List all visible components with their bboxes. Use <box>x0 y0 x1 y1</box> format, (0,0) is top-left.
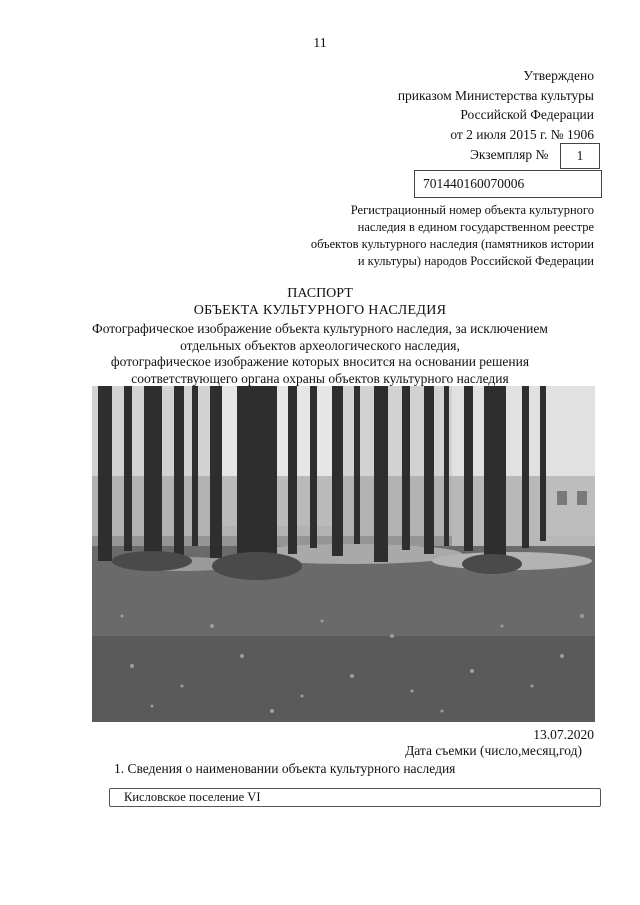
copy-label: Экземпляр № <box>470 147 549 162</box>
section-number: 1. <box>114 761 125 776</box>
subtitle-line: отдельных объектов археологического наследия, <box>180 337 460 353</box>
approval-line: приказом Министерства культуры <box>397 87 594 103</box>
distant-foliage <box>92 476 595 556</box>
object-heading: ОБЪЕКТА КУЛЬТУРНОГО НАСЛЕДИЯ <box>193 303 447 318</box>
subtitle-line: фотографическое изображение которых вносится на основании решения <box>110 354 530 369</box>
page-number: 11 <box>313 36 327 51</box>
approval-line: Российской Федерации <box>460 107 594 122</box>
copy-number-box: 1 <box>560 143 600 169</box>
shooting-date: 13.07.2020 <box>533 727 594 742</box>
registration-caption-line: наследия в едином государственном реестре <box>357 220 594 234</box>
approval-block <box>398 66 594 144</box>
section-1-heading <box>114 761 455 777</box>
passport-title: ПАСПОРТ <box>287 286 353 301</box>
registration-caption-line: и культуры) народов Российской Федерации <box>357 254 594 268</box>
section-title: Сведения о наименовании объекта культурного наследия <box>127 761 456 776</box>
approval-line: Утверждено <box>523 68 594 83</box>
forest-photo <box>92 386 595 722</box>
subtitle-line: соответствующего органа охраны объектов культурного наследия <box>131 370 509 386</box>
registration-caption-line: Регистрационный номер объекта культурного <box>350 203 594 217</box>
ground-foreground <box>92 636 595 722</box>
subtitle-line: Фотографическое изображение объекта культурного наследия, за исключением <box>92 321 548 336</box>
building-window <box>557 491 567 505</box>
registration-caption-line: объектов культурного наследия (памятников истории <box>310 237 594 251</box>
approval-line: от 2 июля 2015 г. № 1906 <box>450 126 594 142</box>
photo-subtitle <box>0 321 640 387</box>
forest-photo-image <box>92 386 595 722</box>
shooting-date-caption: Дата съемки (число,месяц,год) <box>405 743 582 758</box>
object-name-field: Кисловское поселение VI <box>109 788 601 807</box>
building <box>547 476 595 536</box>
registration-number-box: 701440160070006 <box>414 170 602 198</box>
building-window <box>577 491 587 505</box>
registration-caption <box>311 202 594 270</box>
